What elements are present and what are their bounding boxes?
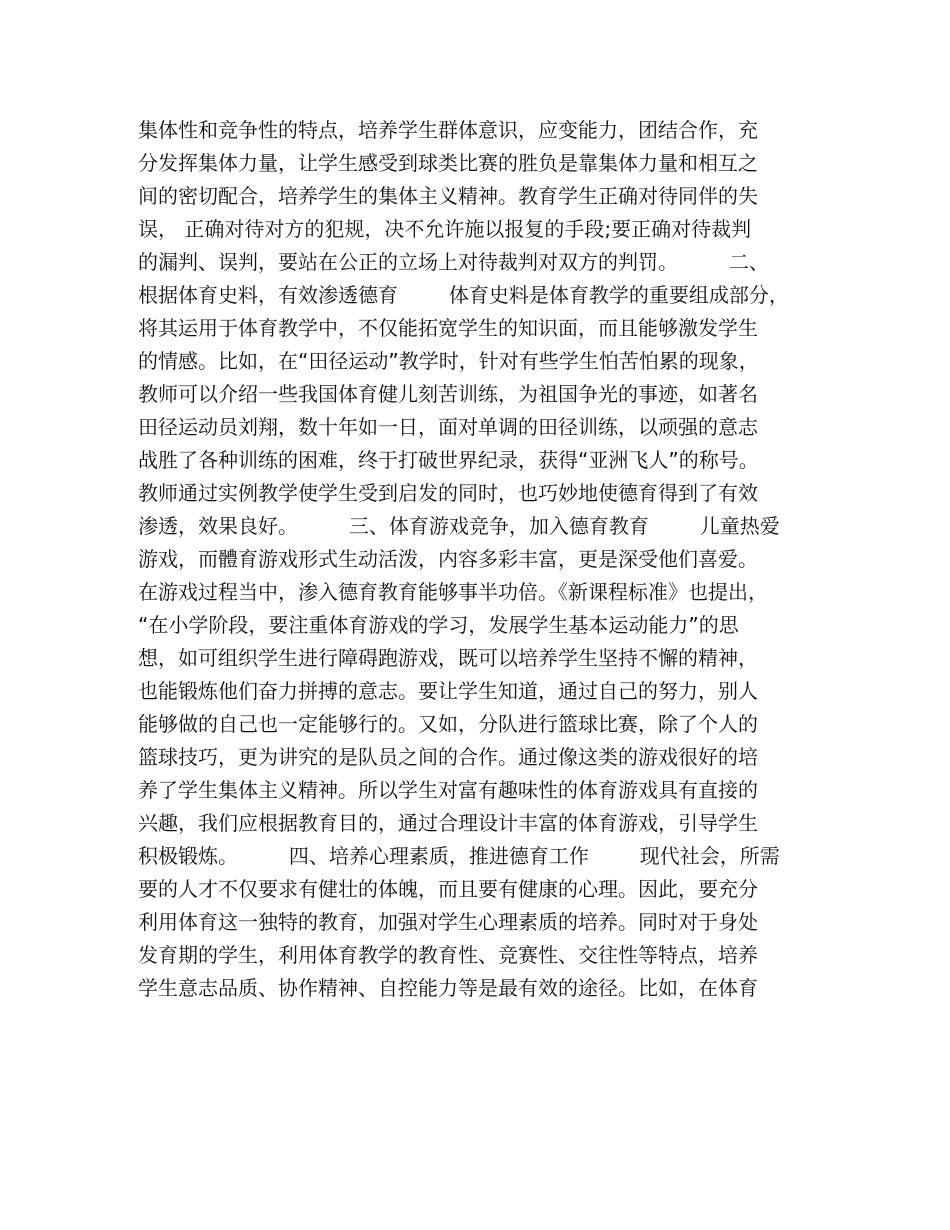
text-line-17: 想，如可组织学生进行障碍跑游戏，既可以培养学生坚持不懈的精神， [138,646,758,670]
text-line-2: 分发挥集体力量，让学生感受到球类比赛的胜负是靠集体力量和相互之 [138,151,758,175]
text-line-23: 积极锻炼。 四、培养心理素质，推进德育工作 现代社会，所需 [138,844,780,868]
text-line-21: 养了学生集体主义精神。所以学生对富有趣味性的体育游戏具有直接的 [138,778,758,802]
text-line-3: 间的密切配合，培养学生的集体主义精神。教育学生正确对待同伴的失 [138,184,758,208]
text-line-26: 发育期的学生，利用体育教学的教育性、竞赛性、交往性等特点，培养 [138,943,758,967]
text-line-20: 篮球技巧，更为讲究的是队员之间的合作。通过像这类的游戏很好的培 [138,745,758,769]
text-line-22: 兴趣，我们应根据教育目的，通过合理设计丰富的体育游戏，引导学生 [138,811,758,835]
text-line-6: 根据体育史料，有效渗透德育 体育史料是体育教学的重要组成部分， [138,283,789,307]
text-line-12: 教师通过实例教学使学生受到启发的同时，也巧妙地使德育得到了有效 [138,481,758,505]
text-line-11: 战胜了各种训练的困难，终于打破世界纪录，获得“亚洲飞人”的称号。 [138,448,759,472]
text-line-5: 的漏判、误判，要站在公正的立场上对待裁判对双方的判罚。 二、 [138,250,769,274]
text-line-10: 田径运动员刘翔，数十年如一日，面对单调的田径训练，以顽强的意志 [138,415,758,439]
text-line-27: 学生意志品质、协作精神、自控能力等是最有效的途径。比如，在体育 [138,976,758,1000]
text-line-18: 也能锻炼他们奋力拼搏的意志。要让学生知道，通过自己的努力，别人 [138,679,758,703]
text-line-7: 将其运用于体育教学中，不仅能拓宽学生的知识面，而且能够激发学生 [138,316,758,340]
text-line-8: 的情感。比如，在“田径运动”教学时，针对有些学生怕苦怕累的现象， [138,349,759,373]
text-line-15: 在游戏过程当中，渗入德育教育能够事半功倍。《新课程标准》也提出， [138,580,768,604]
body-text [138,114,828,1005]
text-line-9: 教师可以介绍一些我国体育健儿刻苦训练，为祖国争光的事迹，如著名 [138,382,758,406]
text-line-1: 集体性和竞争性的特点，培养学生群体意识，应变能力，团结合作，充 [138,118,758,142]
text-line-14: 游戏，而體育游戏形式生动活泼，内容多彩丰富，更是深受他们喜爱。 [138,547,758,571]
text-line-13: 渗透，效果良好。 三、体育游戏竞争，加入德育教育 儿童热爱 [138,514,780,538]
text-line-19: 能够做的自己也一定能够行的。又如，分队进行篮球比赛，除了个人的 [138,712,758,736]
text-line-24: 要的人才不仅要求有健壮的体魄，而且要有健康的心理。因此，要充分 [138,877,758,901]
text-line-25: 利用体育这一独特的教育，加强对学生心理素质的培养。同时对于身处 [138,910,758,934]
text-line-16: “在小学阶段，要注重体育游戏的学习，发展学生基本运动能力”的思 [138,613,739,637]
text-line-4: 误， 正确对待对方的犯规，决不允许施以报复的手段;要正确对待裁判 [138,217,752,241]
